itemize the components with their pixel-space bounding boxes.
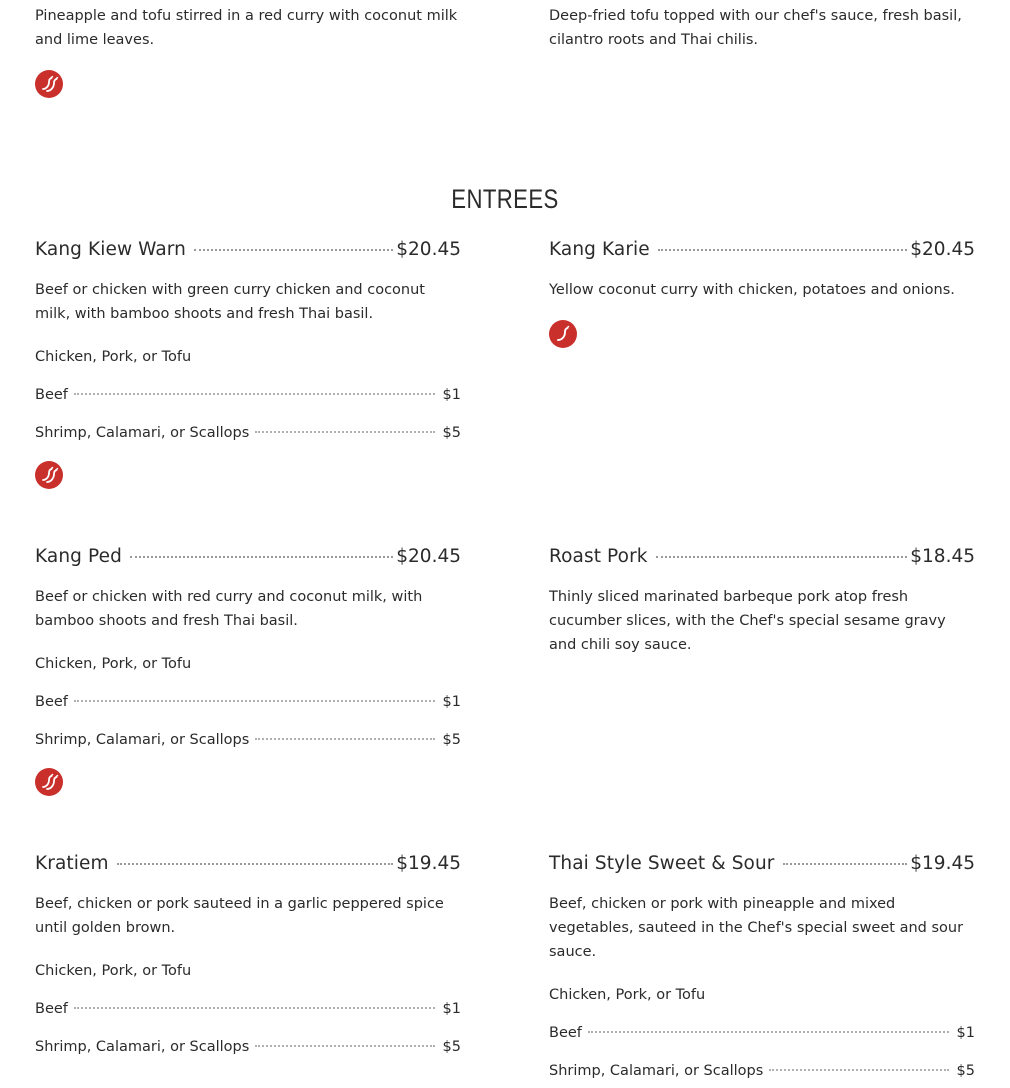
option-label: Shrimp, Calamari, or Scallops <box>549 1063 764 1079</box>
option-price: $1 <box>956 1025 975 1041</box>
item-price: $19.45 <box>910 853 975 874</box>
item-header <box>35 239 461 267</box>
item-price: $18.45 <box>910 546 975 567</box>
menu-item-fried-tofu <box>549 4 975 52</box>
option-label: Shrimp, Calamari, or Scallops <box>35 425 250 441</box>
chili-pepper-icon <box>35 70 63 98</box>
option-price: $5 <box>956 1063 975 1079</box>
base-option: Chicken, Pork, or Tofu <box>35 656 192 672</box>
leader-dots <box>194 249 393 251</box>
item-header <box>549 546 975 574</box>
menu-item-kang-karie <box>549 239 975 352</box>
item-header <box>35 546 461 574</box>
option-row <box>35 383 461 407</box>
base-option: Chicken, Pork, or Tofu <box>35 963 192 979</box>
leader-dots <box>658 249 908 251</box>
leader-dots <box>588 1031 949 1033</box>
option-price: $5 <box>442 1039 461 1055</box>
option-row <box>35 421 461 445</box>
option-row <box>549 1059 975 1083</box>
option-price: $1 <box>442 694 461 710</box>
item-name: Kang Kiew Warn <box>35 239 187 260</box>
menu-item-kang-kiew-warn <box>35 239 461 493</box>
item-price: $19.45 <box>396 853 461 874</box>
option-row <box>35 690 461 714</box>
option-label: Beef <box>549 1025 582 1041</box>
option-row <box>35 728 461 752</box>
item-description: Beef, chicken or pork sauteed in a garlic peppered spice until golden brown. <box>35 896 444 936</box>
spicy-indicator <box>35 70 461 102</box>
item-description: Yellow coconut curry with chicken, potatoes and onions. <box>549 282 955 298</box>
option-row <box>35 997 461 1021</box>
option-row <box>549 1021 975 1045</box>
chili-pepper-icon <box>35 768 63 796</box>
item-description: Beef or chicken with green curry chicken and coconut milk, with bamboo shoots and fresh Thai basil. <box>35 282 425 322</box>
item-name: Thai Style Sweet & Sour <box>549 853 775 874</box>
option-price: $5 <box>442 732 461 748</box>
item-description: Deep-fried tofu topped with our chef's sauce, fresh basil, cilantro roots and Thai chilis. <box>549 8 962 48</box>
menu-item-kratiem <box>35 853 461 1059</box>
menu-item-roast-pork <box>549 546 975 657</box>
spicy-indicator <box>35 461 461 493</box>
item-price: $20.45 <box>396 546 461 567</box>
item-header <box>549 239 975 267</box>
chili-pepper-icon <box>549 320 577 348</box>
base-option: Chicken, Pork, or Tofu <box>549 987 706 1003</box>
spicy-indicator <box>549 320 975 352</box>
leader-dots <box>255 738 434 740</box>
item-name: Kang Ped <box>35 546 122 567</box>
leader-dots <box>74 1007 435 1009</box>
base-option: Chicken, Pork, or Tofu <box>35 349 192 365</box>
chili-pepper-icon <box>35 461 63 489</box>
option-row <box>35 1035 461 1059</box>
item-description: Beef, chicken or pork with pineapple and mixed vegetables, sauteed in the Chef's special sweet and sour sauce. <box>549 896 964 960</box>
option-price: $1 <box>442 1001 461 1017</box>
item-price: $20.45 <box>396 239 461 260</box>
item-name: Kratiem <box>35 853 109 874</box>
spicy-indicator <box>35 768 461 800</box>
option-label: Beef <box>35 387 68 403</box>
item-header <box>35 853 461 881</box>
option-label: Shrimp, Calamari, or Scallops <box>35 1039 250 1055</box>
menu-item-pineapple-curry <box>35 4 461 102</box>
item-name: Roast Pork <box>549 546 648 567</box>
option-label: Beef <box>35 694 68 710</box>
menu-item-kang-ped <box>35 546 461 800</box>
option-label: Beef <box>35 1001 68 1017</box>
option-label: Shrimp, Calamari, or Scallops <box>35 732 250 748</box>
item-description: Thinly sliced marinated barbeque pork atop fresh cucumber slices, with the Chef's special sesame gravy and chili soy sauce. <box>549 589 946 653</box>
item-name: Kang Karie <box>549 239 650 260</box>
item-description: Beef or chicken with red curry and coconut milk, with bamboo shoots and fresh Thai basil. <box>35 589 423 629</box>
item-description: Pineapple and tofu stirred in a red curry with coconut milk and lime leaves. <box>35 8 458 48</box>
leader-dots <box>783 863 908 865</box>
leader-dots <box>255 1045 434 1047</box>
section-title: ENTREES <box>451 184 559 214</box>
leader-dots <box>769 1069 948 1071</box>
option-price: $5 <box>442 425 461 441</box>
leader-dots <box>117 863 394 865</box>
item-header <box>549 853 975 881</box>
item-price: $20.45 <box>910 239 975 260</box>
menu-item-thai-sweet-sour <box>549 853 975 1083</box>
leader-dots <box>74 393 435 395</box>
leader-dots <box>255 431 434 433</box>
leader-dots <box>656 556 908 558</box>
leader-dots <box>74 700 435 702</box>
leader-dots <box>130 556 393 558</box>
option-price: $1 <box>442 387 461 403</box>
